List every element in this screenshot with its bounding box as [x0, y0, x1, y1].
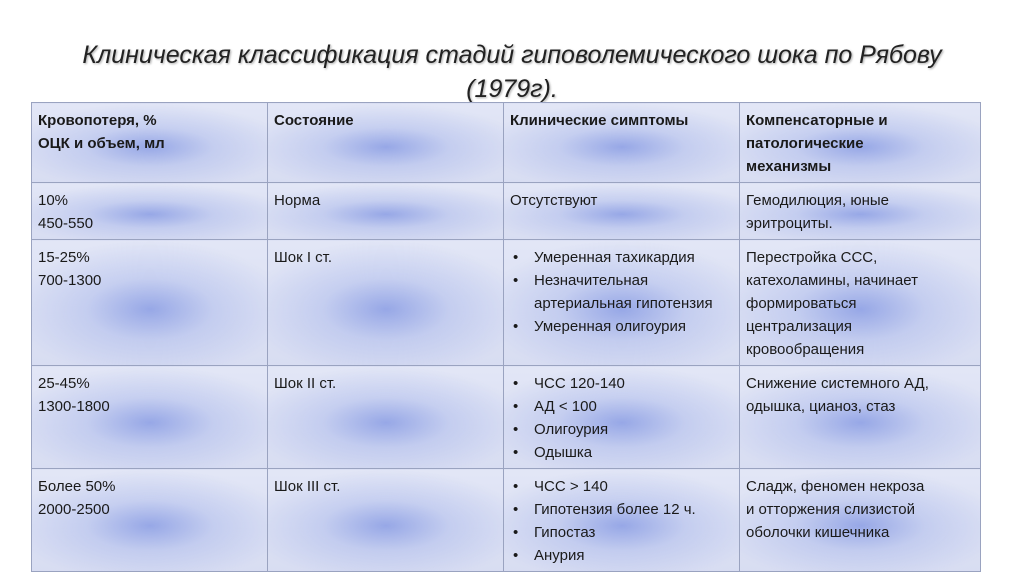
loss-volume: 450-550 — [38, 215, 94, 232]
header-text: Состояние — [274, 112, 354, 129]
mechanism-line: одышка, цианоз, стаз — [746, 398, 896, 415]
classification-table — [31, 102, 981, 572]
mechanism-line: Снижение системного АД, — [746, 375, 929, 392]
table-row — [32, 469, 981, 572]
mechanism-line: Гемодилюция, юные — [746, 192, 890, 209]
symptom-item: • Незначительная артериальная гипотензия — [534, 269, 733, 315]
mechanism-line: оболочки кишечника — [746, 524, 890, 541]
symptom-item: • ЧСС > 140 — [534, 475, 733, 498]
cell-blood-loss — [32, 183, 268, 240]
table-row — [32, 366, 981, 469]
state-text: Шок II ст. — [274, 375, 337, 392]
cell-mechanisms — [740, 183, 981, 240]
state-text: Шок I ст. — [274, 249, 333, 266]
cell-blood-loss — [32, 366, 268, 469]
symptom-item: • Умеренная тахикардия — [534, 246, 733, 269]
header-text: ОЦК и объем, мл — [38, 135, 165, 152]
mechanism-line: формироваться — [746, 295, 857, 312]
mechanism-line: централизация — [746, 318, 853, 335]
cell-symptoms — [504, 240, 740, 366]
symptoms-list — [510, 372, 733, 464]
loss-percent: Более 50% — [38, 478, 116, 495]
loss-percent: 10% — [38, 192, 69, 209]
header-text: патологические — [746, 135, 864, 152]
loss-percent: 15-25% — [38, 249, 90, 266]
symptom-item: • Анурия — [534, 544, 733, 567]
header-cell-state — [268, 103, 504, 183]
slide-title: Клиническая классификация стадий гиповолемического шока по Рябову (1979г). — [82, 41, 942, 103]
state-text: Норма — [274, 192, 321, 209]
loss-volume: 1300-1800 — [38, 398, 110, 415]
table-header-row — [32, 103, 981, 183]
table-row — [32, 240, 981, 366]
cell-blood-loss — [32, 469, 268, 572]
cell-mechanisms — [740, 469, 981, 572]
cell-symptoms — [504, 469, 740, 572]
symptom-item: • Гипотензия более 12 ч. — [534, 498, 733, 521]
loss-volume: 2000-2500 — [38, 501, 110, 518]
cell-blood-loss — [32, 240, 268, 366]
cell-state — [268, 366, 504, 469]
cell-mechanisms — [740, 240, 981, 366]
symptom-item: • Олигоурия — [534, 418, 733, 441]
mechanism-line: и отторжения слизистой — [746, 501, 915, 518]
table-row — [32, 183, 981, 240]
header-cell-blood-loss — [32, 103, 268, 183]
mechanism-line: катехоламины, начинает — [746, 272, 918, 289]
loss-percent: 25-45% — [38, 375, 90, 392]
symptoms-text: Отсутствуют — [510, 192, 598, 209]
header-text: Клинические симптомы — [510, 112, 689, 129]
cell-symptoms — [504, 183, 740, 240]
header-text: механизмы — [746, 158, 832, 175]
symptoms-list — [510, 246, 733, 338]
header-text: Компенсаторные и — [746, 112, 888, 129]
symptom-item: • Гипостаз — [534, 521, 733, 544]
header-text: Кровопотеря, % — [38, 112, 157, 129]
symptom-item: • АД < 100 — [534, 395, 733, 418]
symptom-item: • ЧСС 120-140 — [534, 372, 733, 395]
mechanism-line: кровообращения — [746, 341, 865, 358]
cell-symptoms — [504, 366, 740, 469]
cell-state — [268, 240, 504, 366]
cell-state — [268, 469, 504, 572]
header-cell-mechanisms — [740, 103, 981, 183]
state-text: Шок III ст. — [274, 478, 341, 495]
mechanism-line: Сладж, феномен некроза — [746, 478, 925, 495]
header-cell-symptoms — [504, 103, 740, 183]
loss-volume: 700-1300 — [38, 272, 102, 289]
symptoms-list — [510, 475, 733, 567]
mechanism-line: эритроциты. — [746, 215, 833, 232]
symptom-item: • Одышка — [534, 441, 733, 464]
cell-state — [268, 183, 504, 240]
mechanism-line: Перестройка ССС, — [746, 249, 878, 266]
symptom-item: • Умеренная олигоурия — [534, 315, 733, 338]
cell-mechanisms — [740, 366, 981, 469]
